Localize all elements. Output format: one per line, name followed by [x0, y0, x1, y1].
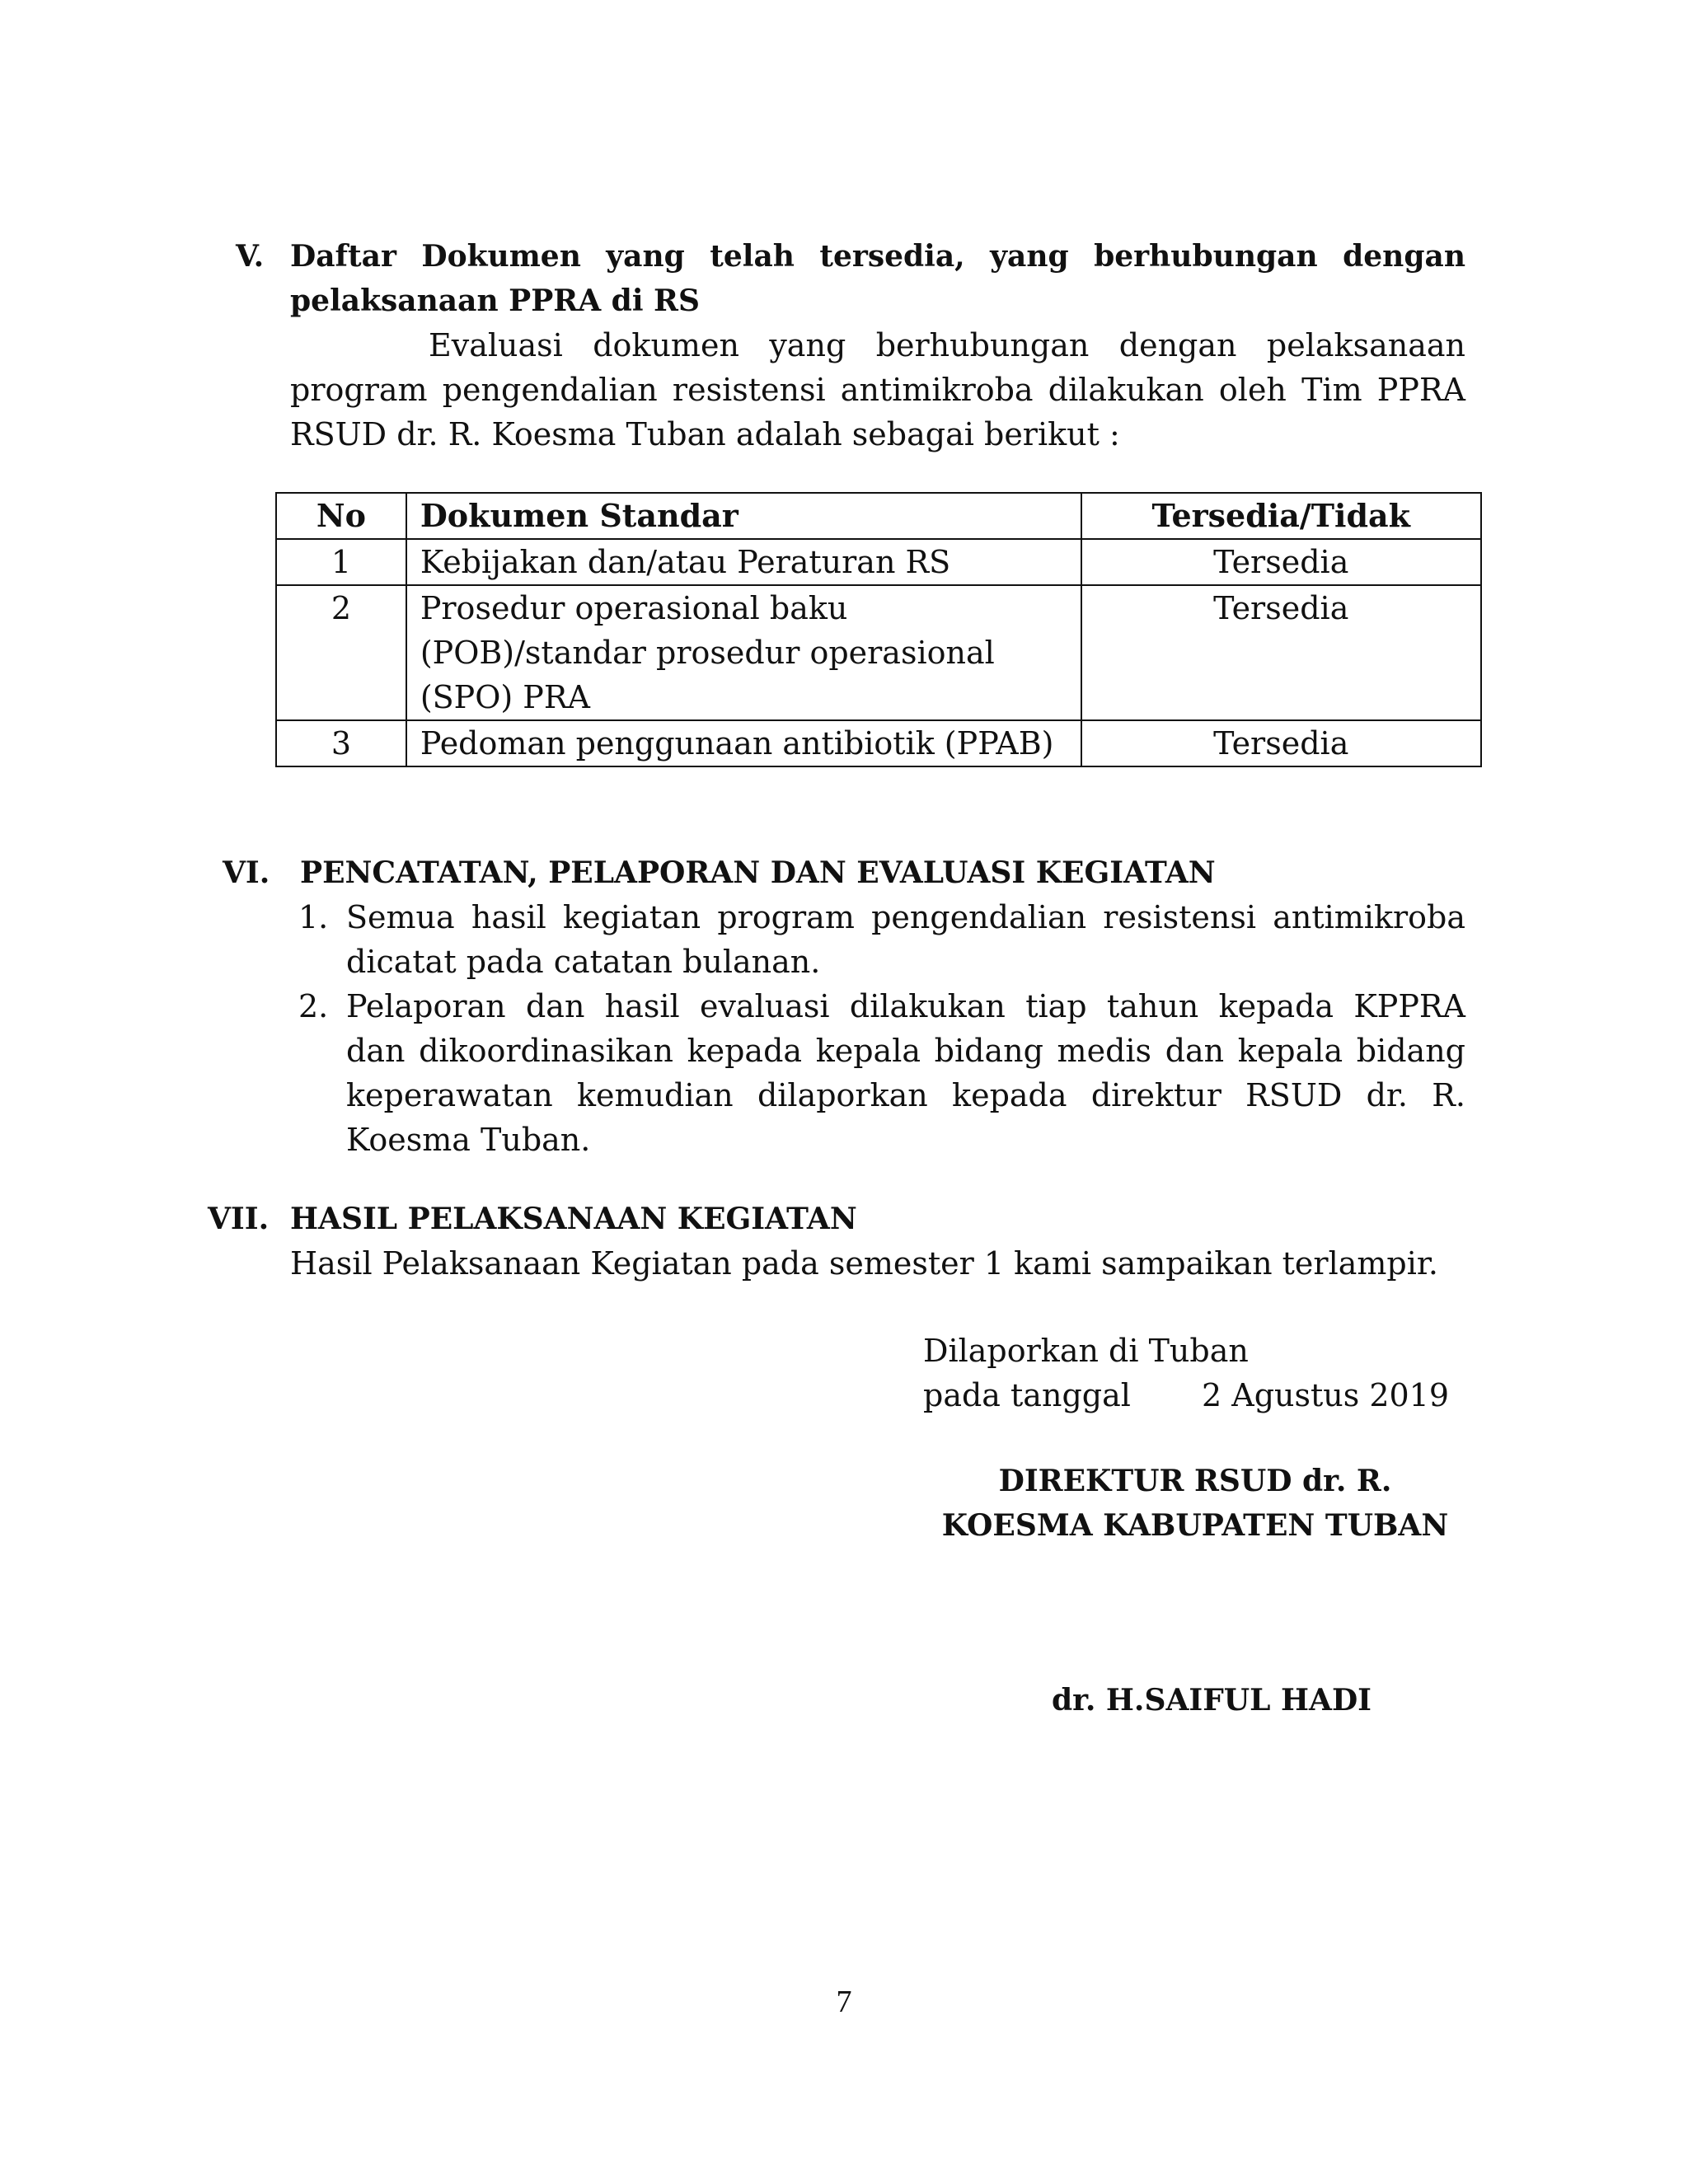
signature-date-label: pada tanggal [923, 1377, 1131, 1413]
table-header-row [276, 493, 1481, 539]
section-v-title-line2: pelaksanaan PPRA di RS [290, 284, 700, 318]
section-vii-number: VII. [208, 1202, 270, 1236]
table-cell-no: 1 [276, 539, 406, 585]
signature-title-line2: KOESMA KABUPATEN TUBAN [941, 1508, 1449, 1543]
table-cell-document-line: (POB)/standar prosedur operasional [420, 635, 995, 671]
table-header-no: No [276, 493, 406, 539]
table-cell-status: Tersedia [1081, 585, 1481, 720]
table-cell-status: Tersedia [1081, 720, 1481, 766]
table-cell-document [406, 720, 1081, 766]
table-header-document: Dokumen Standar [406, 493, 1081, 539]
table-row [276, 720, 1481, 766]
document-table [275, 492, 1482, 767]
table-cell-status: Tersedia [1081, 539, 1481, 585]
table-cell-document [406, 585, 1081, 720]
table-cell-no: 3 [276, 720, 406, 766]
section-vi-title: PENCATATAN, PELAPORAN DAN EVALUASI KEGIATAN [300, 855, 1216, 890]
table-row [276, 585, 1481, 720]
section-vi-item-2-line4: Koesma Tuban. [346, 1122, 591, 1158]
section-vi-item-1-number: 1. [298, 899, 329, 935]
signature-place: Dilaporkan di Tuban [923, 1333, 1249, 1369]
section-vi-number: VI. [223, 855, 270, 890]
signatory-name: dr. H.SAIFUL HADI [1052, 1683, 1372, 1718]
table-cell-document-line: Pedoman penggunaan antibiotik (PPAB) [420, 725, 1054, 762]
section-v-paragraph-line2: program pengendalian resistensi antimikroba dilakukan oleh Tim PPRA [290, 372, 1465, 408]
section-vii-text: Hasil Pelaksanaan Kegiatan pada semester 1 kami sampaikan terlampir. [290, 1245, 1438, 1282]
section-vi-item-2-line3: keperawatan kemudian dilaporkan kepada direktur RSUD dr. R. [346, 1077, 1465, 1113]
table-cell-document-line: Prosedur operasional baku [420, 590, 848, 626]
section-vi-item-1-line1: Semua hasil kegiatan program pengendalian resistensi antimikroba [346, 899, 1465, 935]
section-v-title-line1: Daftar Dokumen yang telah tersedia, yang berhubungan dengan [290, 239, 1465, 274]
section-v-paragraph-line3: RSUD dr. R. Koesma Tuban adalah sebagai berikut : [290, 416, 1120, 452]
table-row [276, 539, 1481, 585]
section-vi-item-2-line2: dan dikoordinasikan kepada kepala bidang medis dan kepala bidang [346, 1033, 1465, 1069]
section-vii-title: HASIL PELAKSANAAN KEGIATAN [290, 1202, 857, 1236]
table-cell-document-line: (SPO) PRA [420, 679, 590, 715]
section-v-paragraph-line1: Evaluasi dokumen yang berhubungan dengan pelaksanaan [429, 327, 1465, 363]
page-number: 7 [836, 1985, 852, 2019]
signature-title-line1: DIREKTUR RSUD dr. R. [998, 1464, 1392, 1498]
section-vi-item-2-line1: Pelaporan dan hasil evaluasi dilakukan tiap tahun kepada KPPRA [346, 988, 1465, 1024]
table-header-status: Tersedia/Tidak [1081, 493, 1481, 539]
section-vi-item-1-line2: dicatat pada catatan bulanan. [346, 944, 821, 980]
table-cell-document-line: Kebijakan dan/atau Peraturan RS [420, 544, 951, 580]
section-vi-item-2-number: 2. [298, 988, 329, 1024]
table-cell-no: 2 [276, 585, 406, 720]
table-cell-document [406, 539, 1081, 585]
signature-date-value: 2 Agustus 2019 [1202, 1377, 1450, 1413]
section-v-number: V. [236, 239, 265, 274]
